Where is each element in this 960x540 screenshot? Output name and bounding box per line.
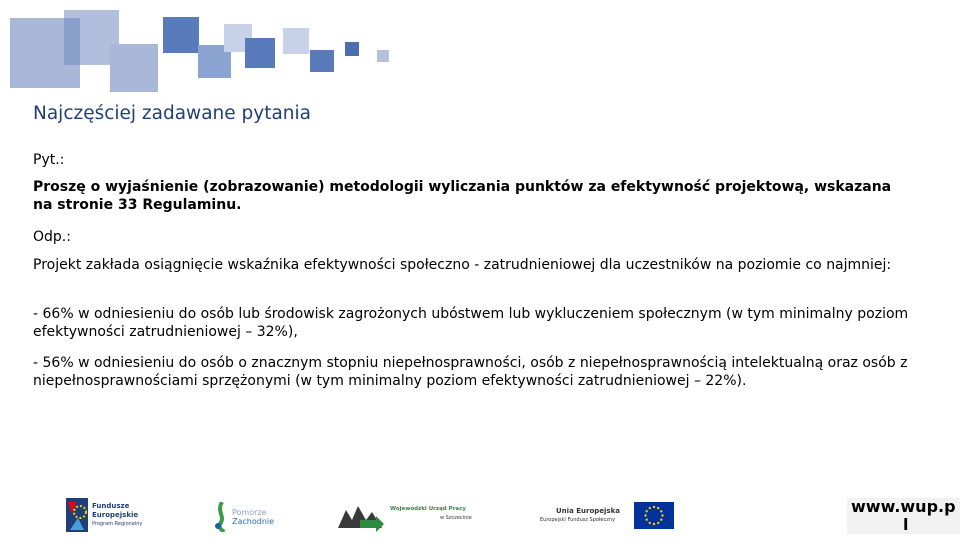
answer-label: Odp.: (33, 229, 71, 245)
ue-line2: Europejski Fundusz Społeczny (540, 517, 615, 523)
fe-symbol-icon (66, 498, 88, 532)
website-line2: l (903, 515, 909, 534)
eu-flag-icon (634, 502, 674, 529)
answer-point-2: - 56% w odniesieniu do osób o znacznym stopniu niepełnosprawności, osób z niepełnosprawnością intelektualną oraz osób z niepełnosprawnościami sprzężonymi (w tym minimalny poziom efektywności zatrudnieniowej – 22%). (33, 355, 908, 389)
pz-line1: Pomorze (232, 508, 267, 517)
pz-symbol-icon (214, 502, 230, 532)
wup-line2: w Szczecinie (440, 515, 472, 521)
footer-logos (0, 496, 960, 540)
website-url[interactable] (847, 498, 960, 534)
logo-unia-europejska (540, 496, 675, 536)
answer-point-1: - 66% w odniesieniu do osób lub środowisk zagrożonych ubóstwem lub wykluczeniem społecznym (w tym minimalny poziom efektywności zatrudnieniowej – 32%), (33, 306, 909, 340)
fe-line1: Fundusze (92, 502, 130, 510)
answer-intro: Projekt zakłada osiągnięcie wskaźnika efektywności społeczno - zatrudnieniowej dla uczestników na poziomie co najmniej: (33, 257, 892, 273)
logo-fundusze-europejskie (66, 496, 166, 536)
website-line1: www.wup.p (851, 497, 956, 516)
fe-line3: Program Regionalny (92, 521, 143, 527)
wup-symbol-icon (338, 502, 386, 532)
logo-wup-szczecin (338, 496, 483, 536)
wup-line1: Wojewódzki Urząd Pracy (390, 506, 466, 512)
question-text: Proszę o wyjaśnienie (zobrazowanie) metodologii wyliczania punktów za efektywność projektową, wskazana na stronie 33 Regulaminu. (33, 179, 892, 213)
slide-title: Najczęściej zadawane pytania (33, 103, 311, 124)
fe-line2: Europejskie (92, 511, 139, 519)
decorative-squares (0, 0, 400, 95)
pz-line2: Zachodnie (232, 517, 275, 526)
question-label: Pyt.: (33, 152, 65, 168)
ue-line1: Unia Europejska (556, 507, 620, 515)
logo-pomorze-zachodnie (214, 496, 284, 536)
